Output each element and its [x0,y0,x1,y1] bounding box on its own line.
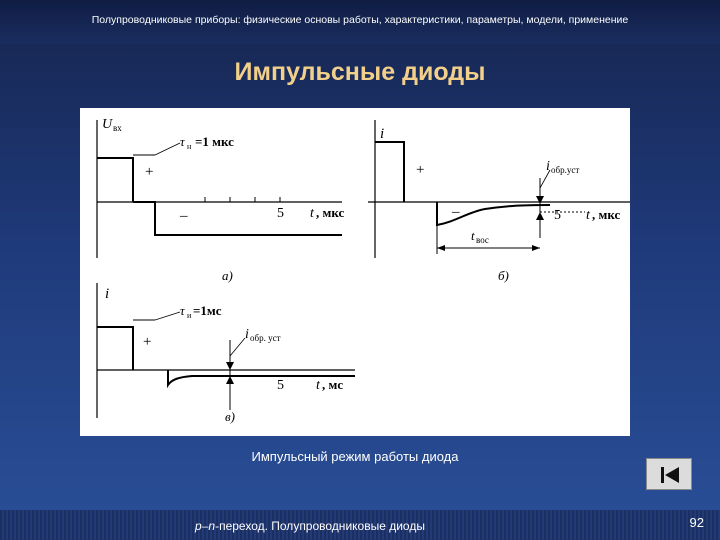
figure-caption: Импульсный режим работы диода [251,449,459,464]
panel-a-minus: – [180,208,188,224]
panel-b-y-label: i [380,126,385,142]
panel-a-pulse-value: =1 мкс [195,134,234,149]
page-number: 92 [689,515,704,530]
panel-a-plus: + [145,164,154,180]
panel-c-pulse-sub: и [187,311,192,320]
panel-c-current-sub: обр. уст [250,333,281,343]
panel-c-x-label: t [316,378,320,393]
footer-title-rest: -переход. Полупроводниковые диоды [215,519,425,533]
panel-a-y-sub: вх [113,123,122,133]
panel-c-pulse-value: =1мс [193,303,222,318]
panel-a-pulse-sub: н [187,142,192,151]
panel-c-pulse-label: τ [180,303,185,318]
diagram-svg [80,108,630,436]
panel-c-current-label: i [245,327,249,342]
panel-c-x-unit: , мс [322,377,344,392]
footer-title [0,519,620,533]
panel-c-y-label: i [105,286,110,302]
slide-title: Импульсные диоды [234,58,486,86]
panel-b-current-label: i [546,159,550,174]
panel-a-x-label: t [310,206,314,221]
panel-b [368,120,630,258]
header-title: Полупроводниковые приборы: физические основы работы, характеристики, параметры, модели, применение [91,14,629,26]
panel-a-positive-pulse [97,158,133,202]
panel-c-plus: + [143,334,152,350]
panel-b-minus: – [452,204,460,220]
panel-c-tick-5: 5 [277,378,284,393]
panel-b-x-unit: , мкс [592,207,621,222]
panel-a-x-unit: , мкс [316,205,345,220]
panel-c [97,283,355,418]
panel-b-x-label: t [586,208,590,223]
panel-b-plus: + [416,162,425,178]
panel-a-y-label: U [102,117,113,132]
panel-c-forward-pulse [97,327,133,370]
panel-a-tick-5: 5 [277,206,284,221]
footer-title-italic: p–n [195,519,216,533]
panel-c-letter: в) [225,409,235,424]
panel-a-letter: а) [222,268,233,283]
panel-a-pulse-label: τ [180,134,185,149]
panel-b-recovery-label: t [471,228,475,243]
panel-b-letter: б) [498,268,509,283]
skip-back-icon [647,459,693,491]
panel-b-current-sub: обр.уст [551,165,580,175]
panel-b-forward-pulse [375,142,404,202]
back-to-start-button[interactable] [646,458,692,490]
panel-b-recovery-sub: вос [476,235,489,245]
diode-pulse-diagram [80,108,630,436]
panel-b-tick-5: 5 [554,208,561,223]
